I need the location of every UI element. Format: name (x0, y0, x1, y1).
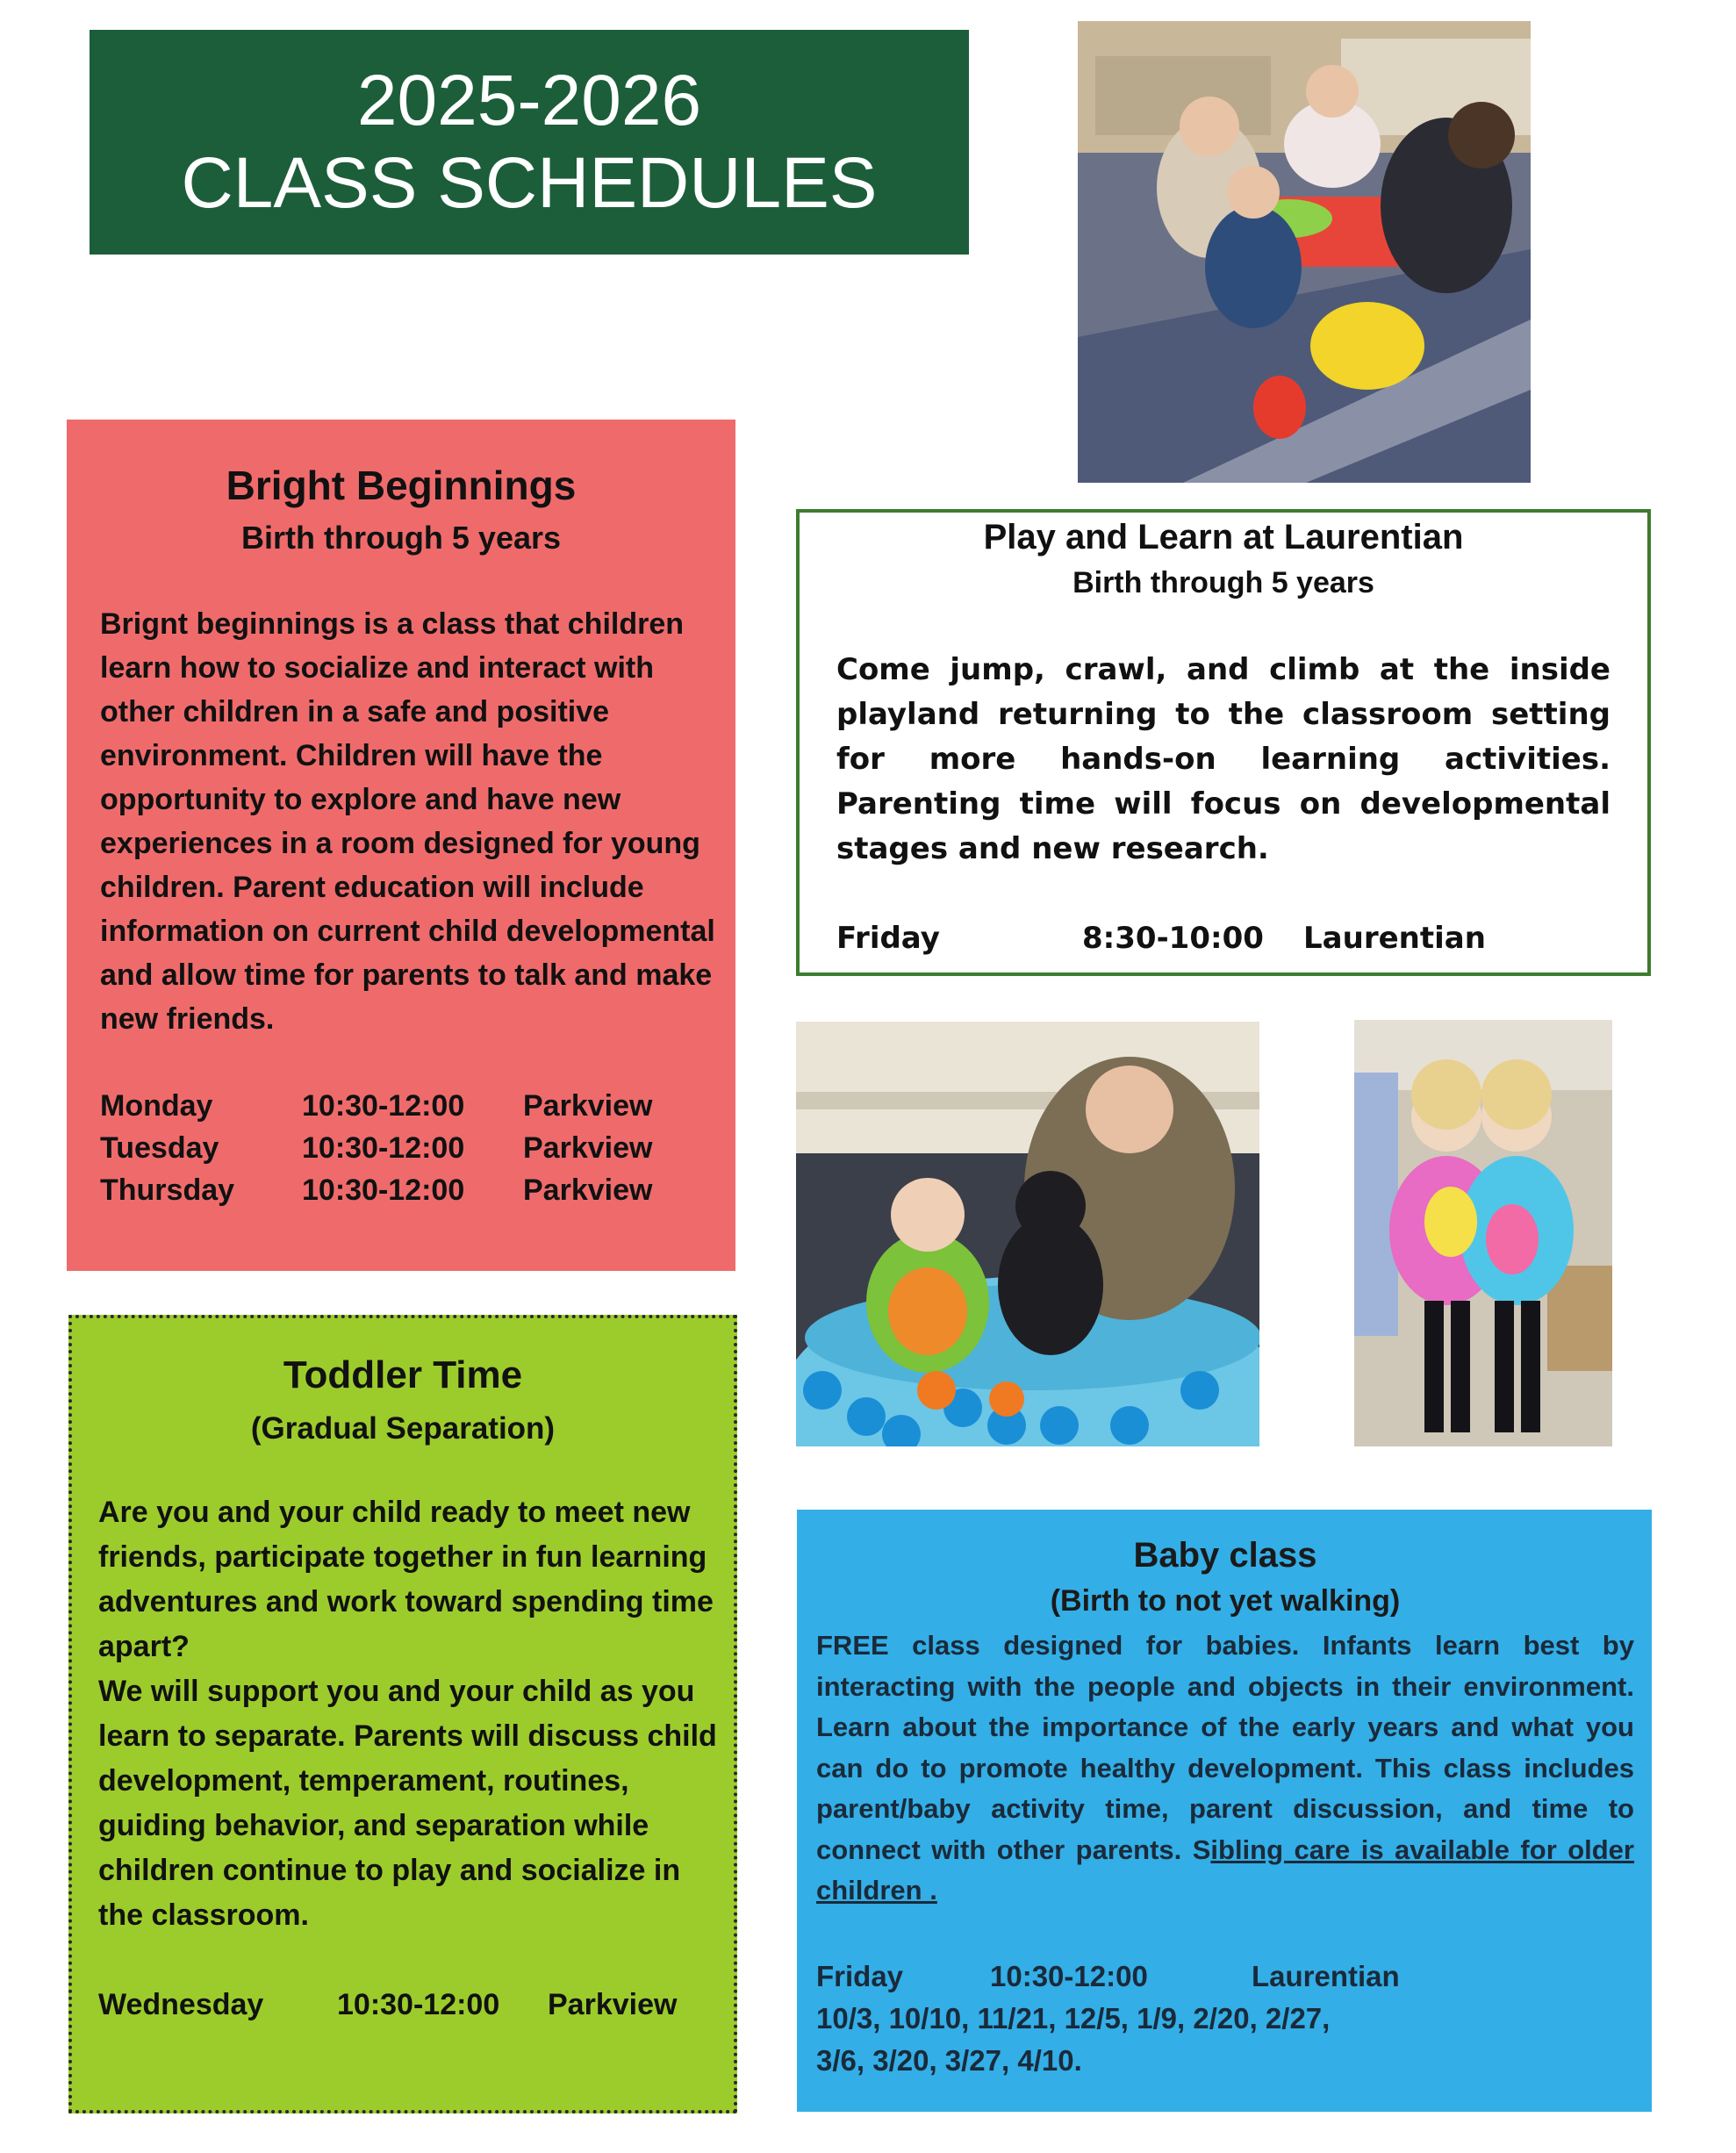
toddler-time-description (98, 1490, 730, 1938)
baby-class-card (797, 1510, 1652, 2112)
toddler-time-title: Toddler Time (283, 1353, 523, 1396)
baby-class-dates (816, 1998, 1634, 2082)
baby-class-description (816, 1626, 1634, 1912)
toddler-time-subtitle: (Gradual Separation) (250, 1411, 556, 1446)
play-and-learn-description: Come jump, crawl, and climb at the inside playland returning to the classroom setting for more hands-on learning activities. Parenting time will focus on developmental stages and new research. (836, 652, 1610, 866)
toddler-time-card (68, 1315, 737, 2114)
schedule-location: Parkview (523, 1089, 653, 1123)
schedule-location: Parkview (523, 1131, 653, 1165)
schedule-day: Monday (100, 1089, 213, 1123)
play-and-learn-subtitle: Birth through 5 years (1072, 566, 1374, 599)
schedule-day: Wednesday (98, 1988, 264, 2021)
schedule-location: Laurentian (1252, 1959, 1400, 1992)
schedule-time: 10:30-12:00 (302, 1089, 465, 1123)
baby-class-schedule (816, 1956, 1634, 1998)
baby-class-title: Baby class (1133, 1536, 1317, 1575)
schedule-day: Tuesday (100, 1131, 219, 1165)
two-girls-photo (1354, 1020, 1612, 1446)
bright-beginnings-title: Bright Beginnings (226, 463, 577, 508)
baby-class-description-text: FREE class designed for babies. Infants learn best by interacting with the people and objects in their environment. Learn about the importance of the early years and what you can do to promote healthy development. This class includes parent/baby activity time, parent discussion, and time to connect with other parents. S (816, 1630, 1634, 1865)
schedule-location: Parkview (523, 1173, 653, 1207)
schedule-time: 10:30-12:00 (302, 1173, 465, 1207)
bright-beginnings-card (67, 420, 735, 1271)
classroom-play-photo (1078, 21, 1531, 483)
bright-beginnings-subtitle: Birth through 5 years (240, 520, 562, 556)
play-and-learn-schedule (836, 917, 1610, 959)
baby-class-subtitle: (Birth to not yet walking) (1050, 1584, 1401, 1618)
bright-beginnings-schedule (100, 1085, 735, 1211)
toddler-time-description-details: We will support you and your child as you learn to separate. Parents will discuss child development, temperament, routines, guiding behavior, and separation while children continue to play and socialize in the classroom. (98, 1675, 717, 1932)
page-title-banner (90, 30, 969, 255)
baby-class-dates-line: 3/6, 3/20, 3/27, 4/10. (816, 2043, 1082, 2077)
schedule-day: Friday (816, 1959, 904, 1992)
play-and-learn-card (796, 509, 1651, 976)
schedule-time: 10:30-12:00 (990, 1959, 1148, 1992)
title-year: 2025-2026 (356, 60, 702, 140)
ball-pit-photo (796, 1022, 1259, 1446)
sibling-care-note: ibling care is available for older children . (816, 1834, 1634, 1905)
baby-class-dates-line: 10/3, 10/10, 11/21, 12/5, 1/9, 2/20, 2/27, (816, 2001, 1331, 2035)
play-and-learn-title: Play and Learn at Laurentian (983, 518, 1464, 556)
schedule-day: Friday (836, 921, 940, 956)
schedule-time: 10:30-12:00 (337, 1988, 500, 2021)
bright-beginnings-description: Brignt beginnings is a class that children learn how to socialize and interact with other children in a safe and positive environment. Children will have the opportunity to explore and have new experiences in a room designed for young children. Parent education will include information on current child developmental and allow time for parents to talk and make new friends. (100, 607, 715, 1036)
toddler-time-schedule (98, 1984, 734, 2026)
schedule-day: Thursday (100, 1173, 235, 1207)
schedule-time: 10:30-12:00 (302, 1131, 465, 1165)
toddler-time-description-intro: Are you and your child ready to meet new friends, participate together in fun learning adventures and work toward spending time apart? (98, 1496, 714, 1663)
title-text: CLASS SCHEDULES (181, 143, 878, 223)
schedule-location: Parkview (548, 1988, 678, 2021)
schedule-location: Laurentian (1303, 921, 1486, 956)
schedule-time: 8:30-10:00 (1082, 921, 1264, 956)
